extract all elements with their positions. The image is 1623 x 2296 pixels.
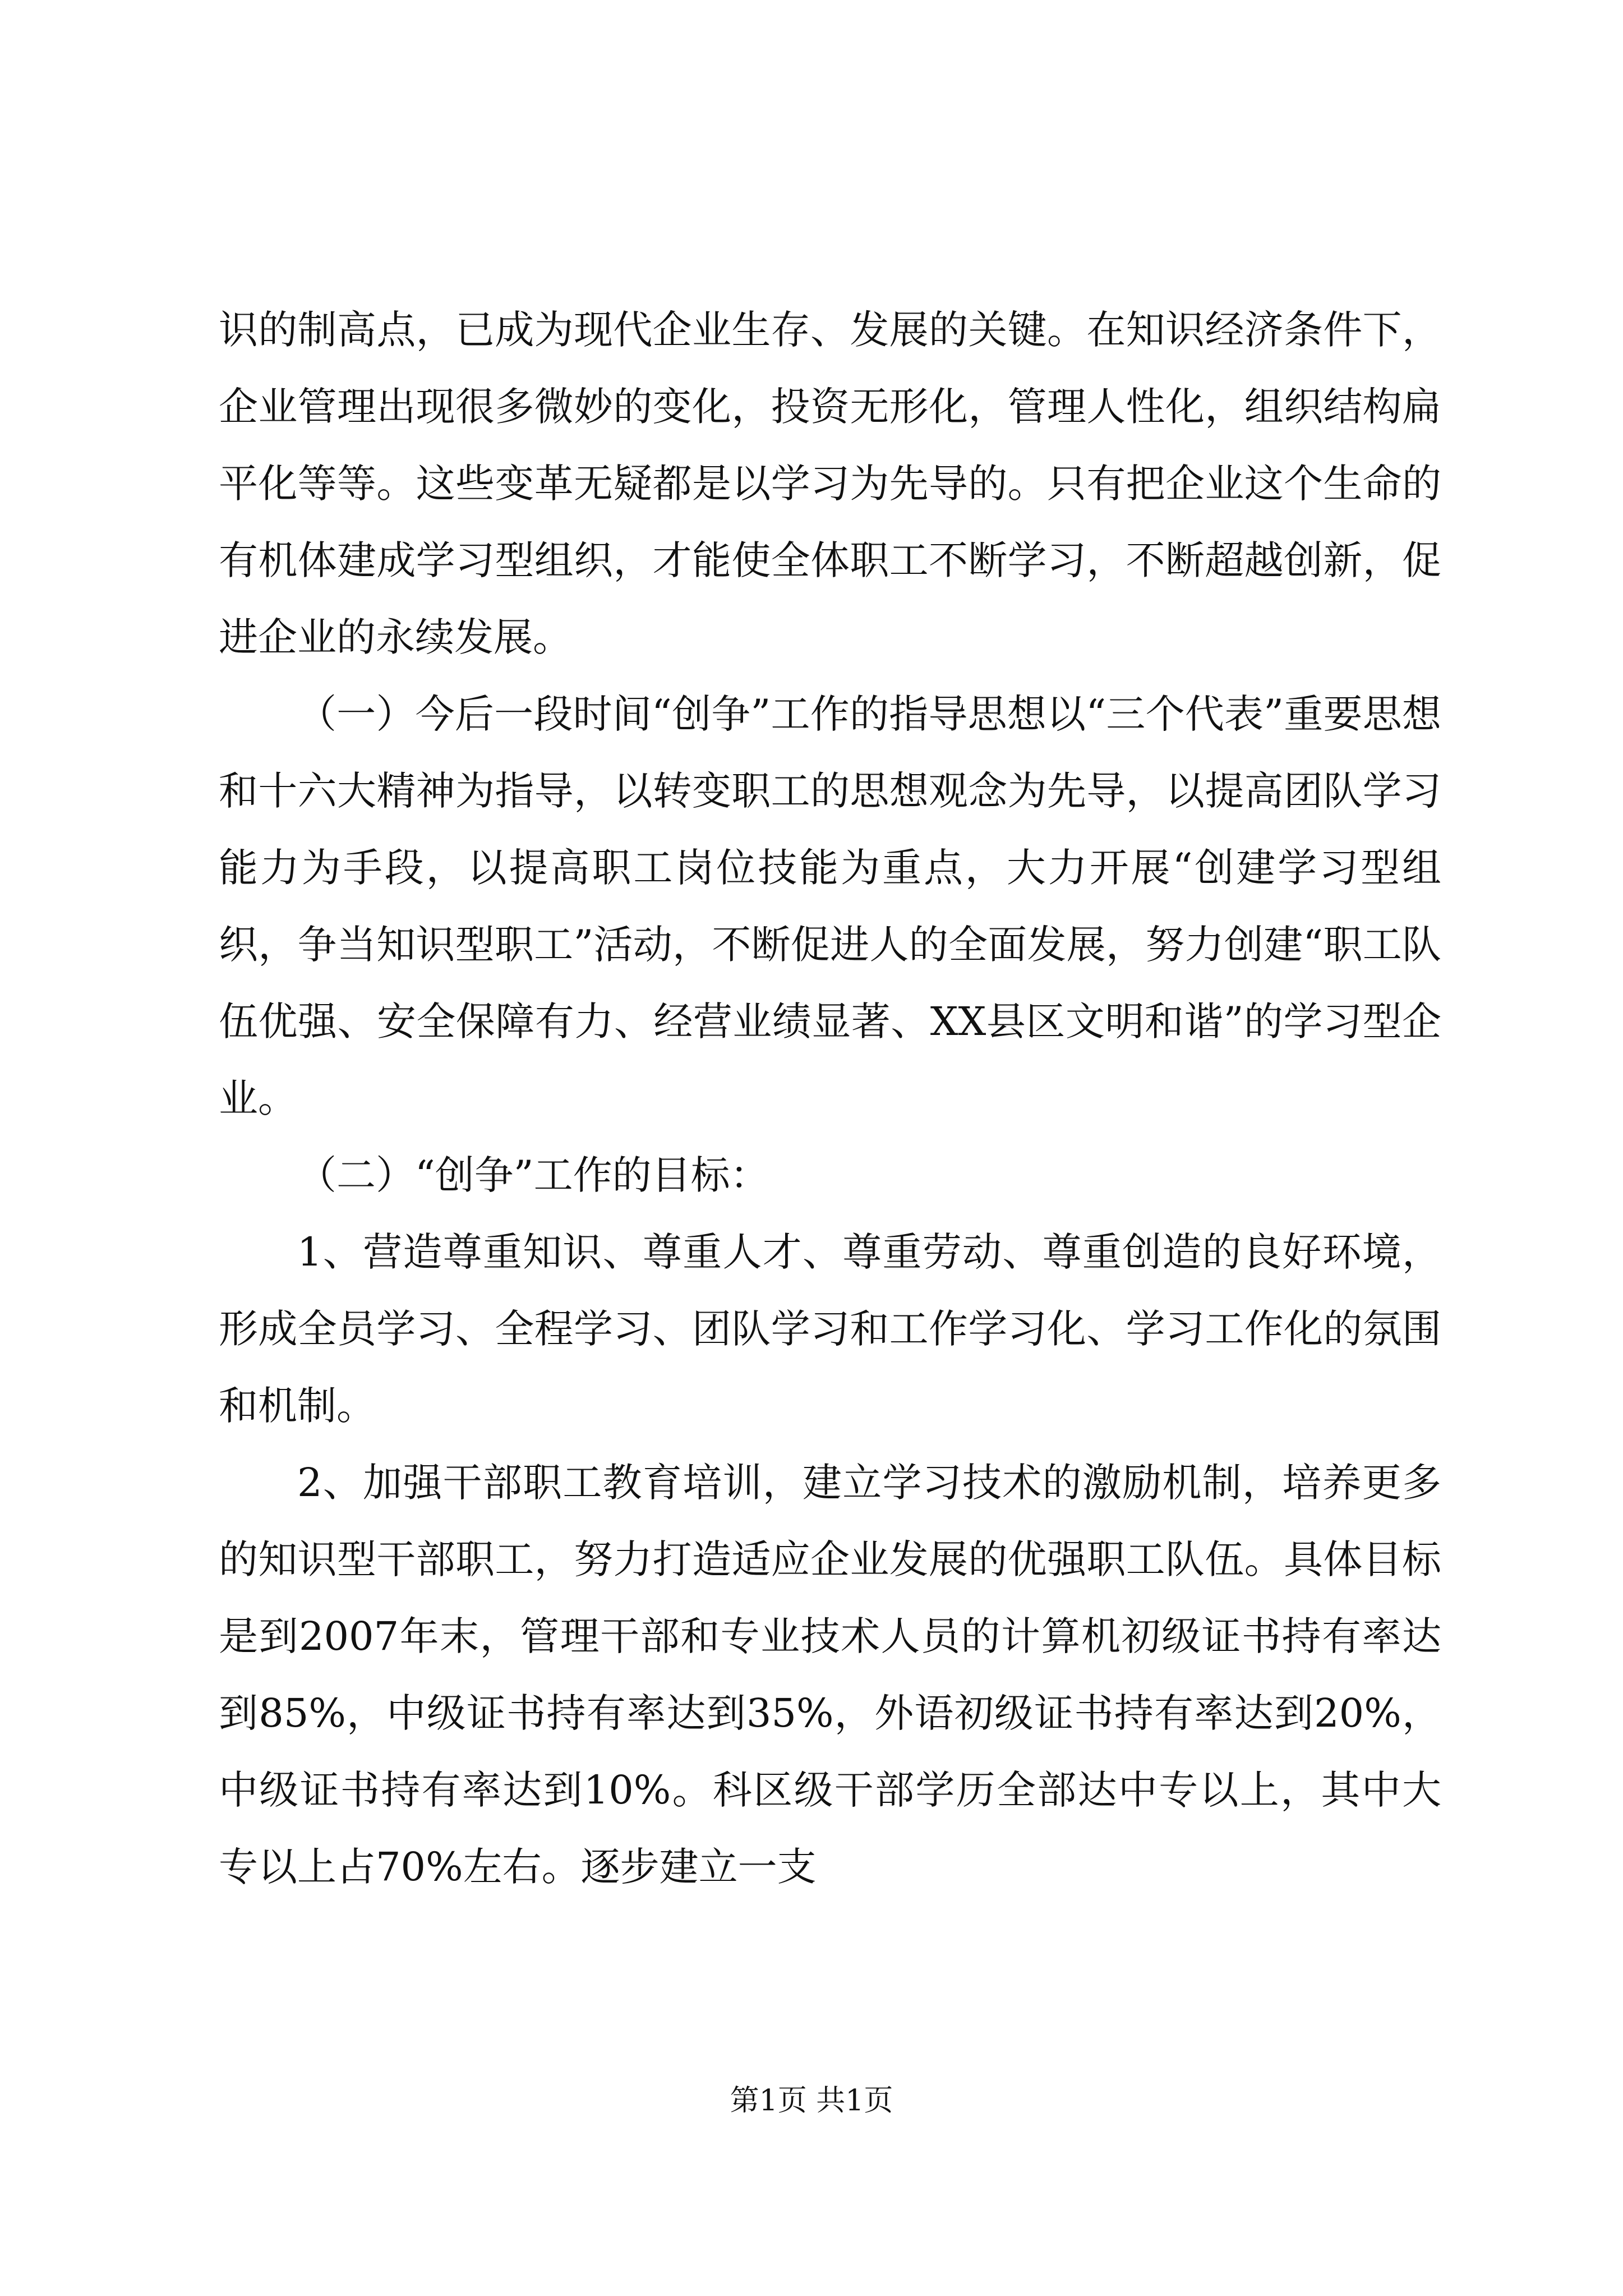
document-body (219, 292, 1441, 1906)
page-footer: 第1页 共1页 (730, 2084, 893, 2118)
paragraph-goal-1: 1、营造尊重知识、尊重人才、尊重劳动、尊重创造的良好环境，形成全员学习、全程学习、团队学习和工作学习化、学习工作化的氛围和机制。 (219, 1229, 1441, 1429)
paragraph-guiding-ideology: （一）今后一段时间“创争”工作的指导思想以“三个代表”重要思想和十六大精神为指导，以转变职工的思想观念为先导，以提高团队学习能力为手段，以提高职工岗位技能为重点，大力开展“创建学习型组织，争当知识型职工”活动，不断促进人的全面发展，努力创建“职工队伍优强、安全保障有力、经营业绩显著、XX县区文明和谐”的学习型企业。 (219, 691, 1441, 1121)
paragraph-continuation: 识的制高点，已成为现代企业生存、发展的关键。在知识经济条件下，企业管理出现很多微妙的变化，投资无形化，管理人性化，组织结构扁平化等等。这些变革无疑都是以学习为先导的。只有把企业这个生命的有机体建成学习型组织，才能使全体职工不断学习，不断超越创新，促进企业的永续发展。 (219, 307, 1441, 660)
paragraph-goal-2: 2、加强干部职工教育培训，建立学习技术的激励机制，培养更多的知识型干部职工，努力打造适应企业发展的优强职工队伍。具体目标是到2007年末，管理干部和专业技术人员的计算机初级证书持有率达到85%，中级证书持有率达到35%，外语初级证书持有率达到20%，中级证书持有率达到10%。科区级干部学历全部达中专以上，其中大专以上占70%左右。逐步建立一支 (219, 1460, 1441, 1890)
paragraph-goals-heading: （二）“创争”工作的目标： (297, 1152, 769, 1198)
